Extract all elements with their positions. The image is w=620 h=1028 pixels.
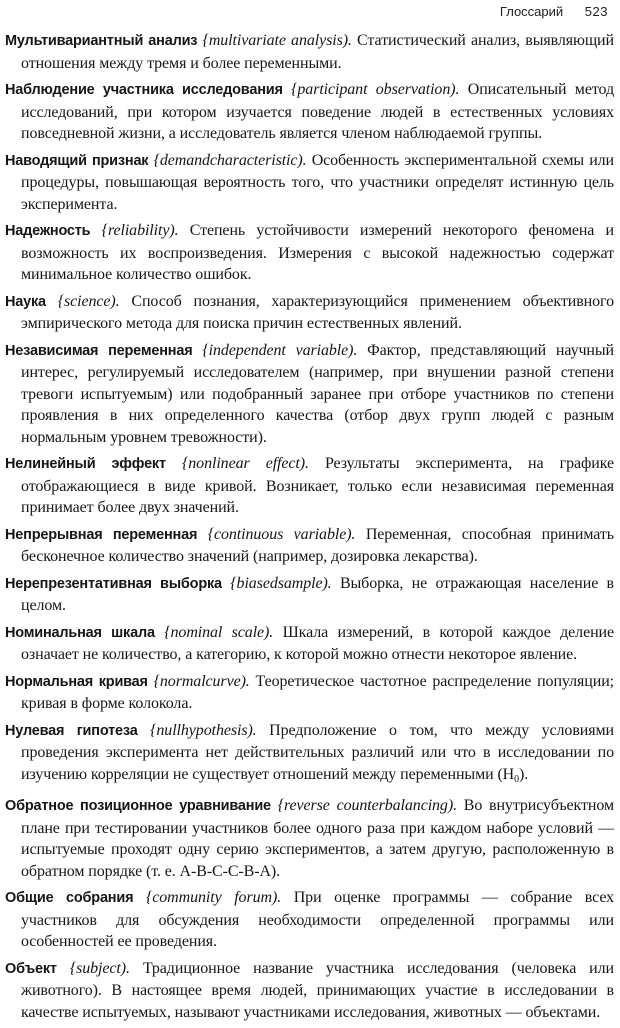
page-header [500, 4, 608, 19]
entry-term: Наблюдение участника исследования [5, 82, 283, 98]
glossary-entry-nominal-scale [5, 622, 614, 666]
glossary-entries [5, 30, 614, 1028]
entry-definition-text: Предположение о том, что между условиями проведения эксперимента нет действительных различий или что в исследовании по изучению корреляции не существует отношений между переменными (H [21, 721, 614, 783]
glossary-entry-demand-characteristic [5, 150, 614, 216]
entry-term: Общие собрания [5, 890, 134, 906]
glossary-entry-normal-curve [5, 671, 614, 715]
entry-english: {community forum). [145, 889, 282, 906]
entry-english: {continuous variable). [207, 525, 356, 543]
glossary-entry-independent-variable [5, 340, 614, 449]
entry-definition: Особенность экспериментальной схемы или процедуры, повышающая вероятность того, что участники определят истинную цель эксперимента. [21, 151, 614, 213]
glossary-entry-nonlinear-effect [5, 453, 614, 519]
entry-term: Непрерывная переменная [5, 526, 198, 543]
entry-definition: При оценке программы — собрание всех участников для обсуждения необходимости определенной программы или особенностей ее проведения. [21, 889, 615, 950]
entry-definition: Теоретическое частотное распределение популяции; кривая в форме колокола. [21, 672, 614, 712]
glossary-entry-subject [5, 958, 614, 1024]
entry-term: Нормальная кривая [5, 673, 148, 690]
entry-english: {biasedsample). [230, 574, 332, 592]
glossary-entry-community-forum [5, 887, 614, 953]
entry-definition: Традиционное название участника исследования (человека или животного). В настоящее время людей, принимающих участие в исследовании в качестве испытуемых, называют участниками исследования, животных — объектами. [21, 959, 614, 1021]
entry-english: {nullhypothesis). [150, 721, 257, 739]
entry-term: Наука [5, 293, 46, 310]
entry-english: {independent variable). [202, 341, 358, 359]
glossary-entry-biased-sample [5, 573, 614, 617]
glossary-entry-continuous-variable [5, 524, 614, 568]
entry-english: {reverse counterbalancing). [277, 797, 457, 814]
entry-term: Нелинейный эффект [5, 456, 166, 472]
running-title: Глоссарий [499, 4, 564, 19]
entry-english: {subject). [69, 959, 130, 977]
entry-definition: Степень устойчивости измерений некоторого феномена и возможность их воспроизведения. Измерения с высокой надежностью содержат минимальное количество ошибок. [21, 222, 614, 283]
entry-term: Независимая переменная [5, 342, 193, 359]
page-number: 523 [584, 4, 608, 19]
glossary-entry-null-hypothesis [5, 720, 614, 791]
entry-english: {normalcurve). [153, 672, 250, 690]
entry-term: Нулевая гипотеза [5, 722, 138, 739]
entry-english: {nonlinear effect). [181, 455, 309, 472]
entry-english: {science). [57, 292, 120, 310]
entry-term: Обратное позиционное уравнивание [5, 798, 271, 814]
glossary-entry-reverse-counterbalancing [5, 795, 614, 882]
entry-definition: Результаты эксперимента, на графике отображающиеся в виде кривой. Возникает, только если независимая переменная принимает более двух значений. [21, 455, 614, 516]
entry-definition: Шкала измерений, в которой каждое деление означает не количество, а категорию, к которой можно отнести некоторое явление. [21, 623, 614, 663]
entry-definition: Переменная, способная принимать бесконечное количество значений (например, дозировка лекарства). [21, 525, 614, 565]
subscript-zero: 0 [514, 773, 520, 785]
entry-term: Нерепрезентативная выборка [5, 575, 222, 592]
glossary-entry-science [5, 291, 614, 335]
entry-english: {multivariate analysis). [202, 32, 352, 49]
glossary-entry-participant-observation [5, 79, 614, 145]
glossary-entry-multivariate-analysis [5, 30, 614, 74]
entry-english: {demandcharacteristic). [153, 151, 307, 169]
entry-definition: Способ познания, характеризующийся применением объективного эмпирического метода для поиска причин естественных явлений. [21, 292, 615, 332]
entry-definition: Фактор, представляющий научный интерес, регулируемый исследователем (например, при внушении разной степени тревоги испытуемым) или подобранный заранее при отборе участников по степени проявления в них определенного качества (отбор двух групп людей с разным нормальным уровнем тревожности). [21, 341, 615, 446]
entry-english: {reliability). [101, 222, 179, 239]
entry-definition: Статистический анализ, выявляющий отношения между тремя и более переменными. [21, 32, 614, 72]
entry-english: {nominal scale). [164, 623, 274, 641]
entry-term: Объект [5, 960, 57, 977]
entry-term: Мультивариантный анализ [5, 33, 198, 49]
entry-definition-tail: ). [519, 765, 529, 783]
glossary-entry-reliability [5, 220, 614, 286]
entry-english: {participant observation). [291, 81, 460, 98]
entry-term: Номинальная шкала [5, 624, 155, 641]
entry-term: Наводящий признак [5, 152, 149, 169]
entry-definition: Выборка, не отражающая население в целом. [21, 574, 615, 614]
entry-definition: Описательный метод исследований, при котором изучается поведение людей в естественных условиях повседневной жизни, а исследователь является членом наблюдаемой группы. [21, 81, 614, 142]
entry-definition: Во внутрисубъектном плане при тестировании участников более одного раза при каждом наборе условий — испытуемые проходят одну серию экспериментов, а затем другую, расположенную в обратном порядке (т. е. А-В-С-С-В-А). [21, 797, 614, 880]
entry-term: Надежность [5, 223, 91, 239]
